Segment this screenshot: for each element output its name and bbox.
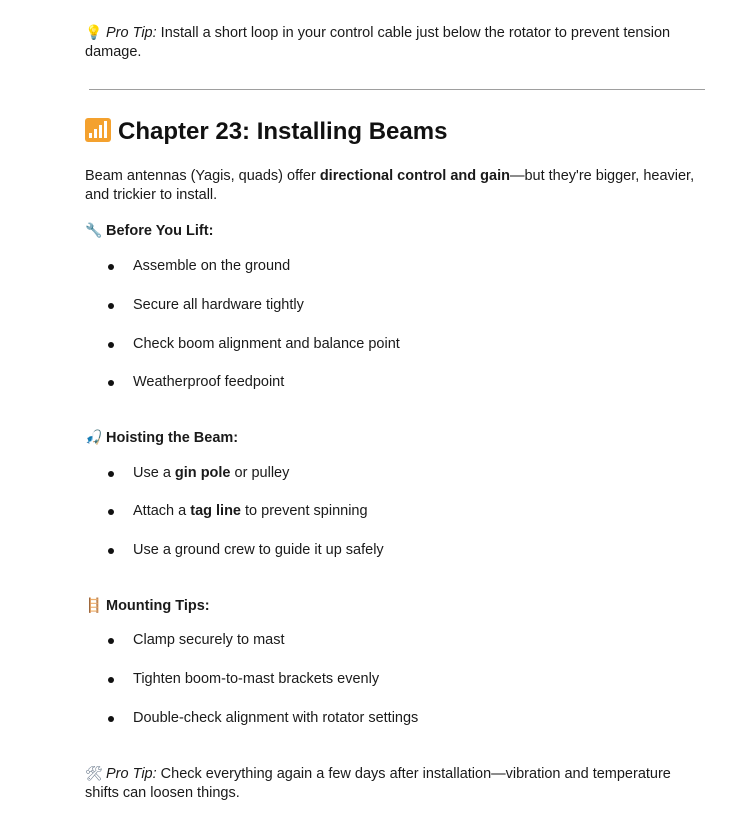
bullet (108, 471, 114, 477)
list-item-text: Assemble on the ground (133, 258, 291, 274)
bullet (108, 638, 114, 644)
bullet (108, 303, 114, 309)
list-item-text: Attach a tag line to prevent spinning (133, 503, 368, 519)
chapter-title: Chapter 23: Installing Beams (118, 118, 448, 145)
top-tip-line2: damage. (85, 44, 142, 60)
list-item-text: Double-check alignment with rotator settings (133, 710, 419, 726)
bottom-tip-line1: Check everything again a few days after installation—vibration and temperature (160, 766, 671, 782)
bottom-tip-line2: shifts can loosen things. (85, 785, 240, 801)
signal-bars-icon (85, 118, 111, 142)
lightbulb-icon: 💡 (85, 24, 103, 40)
list-item-text: Clamp securely to mast (133, 632, 285, 648)
intro-bold: directional control and gain (319, 168, 510, 184)
wrench-icon: 🔧 (85, 222, 103, 238)
intro-text-a: Beam antennas (Yagis, quads) offer (85, 168, 320, 184)
bullet (108, 548, 114, 554)
section-heading-text: Hoisting the Beam: (106, 430, 239, 446)
hammer-and-wrench-icon: 🛠 (85, 765, 103, 781)
bullet (108, 264, 114, 270)
bottom-pro-tip (85, 764, 710, 803)
section-heading-text: Mounting Tips: (106, 598, 210, 614)
list-item-text: Use a gin pole or pulley (133, 465, 290, 481)
bullet (108, 716, 114, 722)
chapter-intro (85, 167, 710, 205)
list-item-text: Use a ground crew to guide it up safely (133, 542, 384, 558)
list-item-text: Secure all hardware tightly (133, 297, 304, 313)
intro-line2: and trickier to install. (85, 187, 218, 203)
top-pro-tip (85, 23, 710, 62)
ladder-icon: 🪜 (85, 597, 103, 613)
top-tip-line1: Install a short loop in your control cable just below the rotator to prevent tension (160, 25, 671, 41)
chapter-heading (85, 118, 447, 146)
section-heading-text: Before You Lift: (106, 223, 214, 239)
horizontal-divider (89, 89, 705, 90)
fishing-pole-icon: 🎣 (85, 429, 103, 445)
bottom-tip-label: Pro Tip: (106, 766, 157, 782)
section-heading-before-you-lift (85, 222, 213, 239)
intro-text-b: —but they're bigger, heavier, (509, 168, 695, 184)
section-heading-mounting-tips (85, 597, 210, 614)
top-tip-label: Pro Tip: (106, 25, 157, 41)
bullet (108, 380, 114, 386)
list-item-text: Check boom alignment and balance point (133, 336, 400, 352)
list-item-text: Tighten boom-to-mast brackets evenly (133, 671, 380, 687)
bullet (108, 342, 114, 348)
section-heading-hoisting-the-beam (85, 429, 238, 446)
bullet (108, 677, 114, 683)
list-item-text: Weatherproof feedpoint (133, 374, 285, 390)
bullet (108, 509, 114, 515)
